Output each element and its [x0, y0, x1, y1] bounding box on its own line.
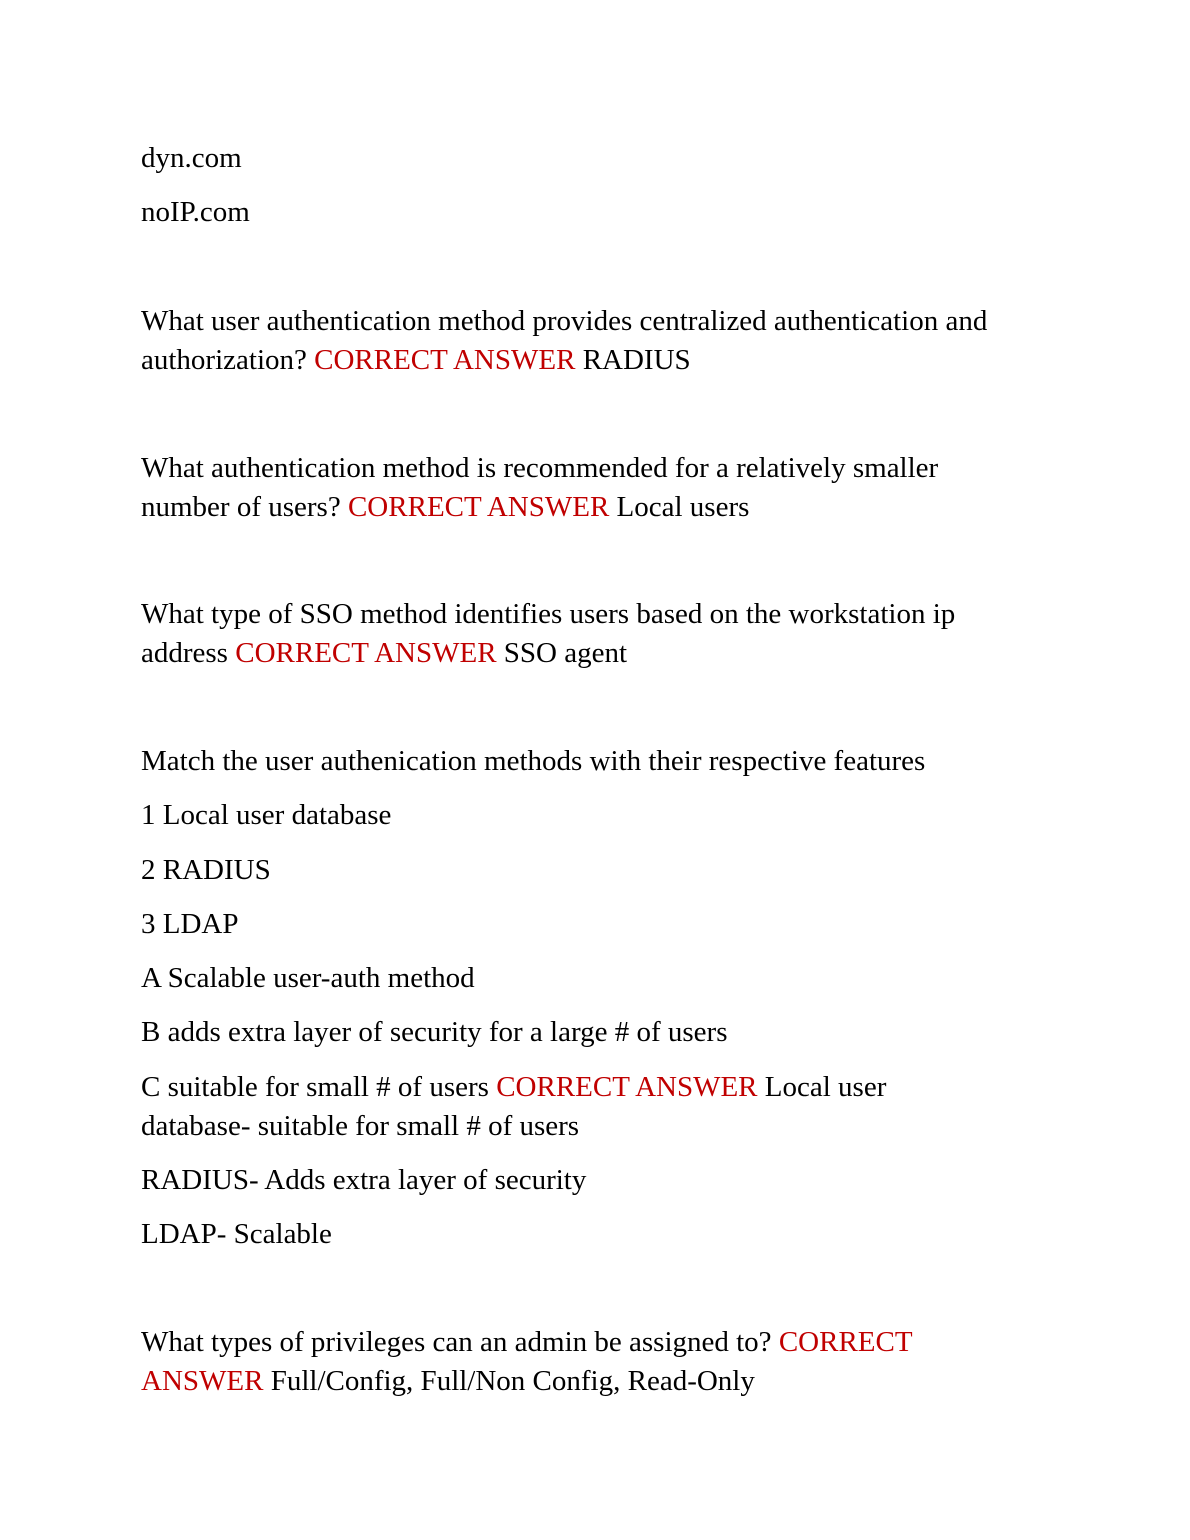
correct-answer-label: CORRECT ANSWER: [496, 1071, 758, 1103]
question-line: What authentication method is recommended for a relatively smaller: [141, 452, 939, 484]
question-text: address: [141, 637, 228, 669]
question-text: authorization?: [141, 344, 307, 376]
question-line: [141, 634, 1061, 673]
answer-text: SSO agent: [503, 637, 628, 669]
question-line: [141, 1323, 1061, 1362]
list-item: 3 LDAP: [141, 908, 239, 940]
correct-answer-label: CORRECT ANSWER: [314, 344, 576, 376]
answer-text: Local users: [616, 491, 750, 523]
correct-answer-label: CORRECT ANSWER: [235, 637, 497, 669]
question-line: What type of SSO method identifies users based on the workstation ip: [141, 598, 956, 630]
answer-line: database- suitable for small # of users: [141, 1110, 580, 1142]
correct-answer-label: ANSWER: [141, 1365, 264, 1397]
correct-answer-label: CORRECT ANSWER: [347, 491, 610, 523]
answer-text: Full/Config, Full/Non Config, Read-Only: [270, 1365, 755, 1397]
question-text: What types of privileges can an admin be assigned to?: [141, 1326, 772, 1358]
answer-text: RADIUS: [582, 344, 691, 376]
answer-line: LDAP- Scalable: [141, 1218, 332, 1250]
list-item: A Scalable user-auth method: [141, 962, 475, 994]
list-item: 2 RADIUS: [141, 854, 271, 886]
question-line: What user authentication method provides centralized authentication and: [141, 305, 988, 337]
text-line: dyn.com: [141, 142, 242, 174]
correct-answer-label: CORRECT: [778, 1326, 913, 1358]
answer-line: RADIUS- Adds extra layer of security: [141, 1164, 587, 1196]
question-line: [141, 1362, 1061, 1401]
question-line: [141, 341, 1061, 380]
question-line: [141, 488, 1061, 527]
list-item: [141, 1068, 1061, 1107]
list-item: B adds extra layer of security for a large # of users: [141, 1016, 728, 1048]
text-line: noIP.com: [141, 196, 250, 228]
question-line: Match the user authenication methods with their respective features: [141, 745, 926, 777]
question-text: number of users?: [141, 491, 341, 523]
answer-text: Local user: [764, 1071, 887, 1103]
list-item: 1 Local user database: [141, 799, 392, 831]
question-text: C suitable for small # of users: [141, 1071, 489, 1103]
